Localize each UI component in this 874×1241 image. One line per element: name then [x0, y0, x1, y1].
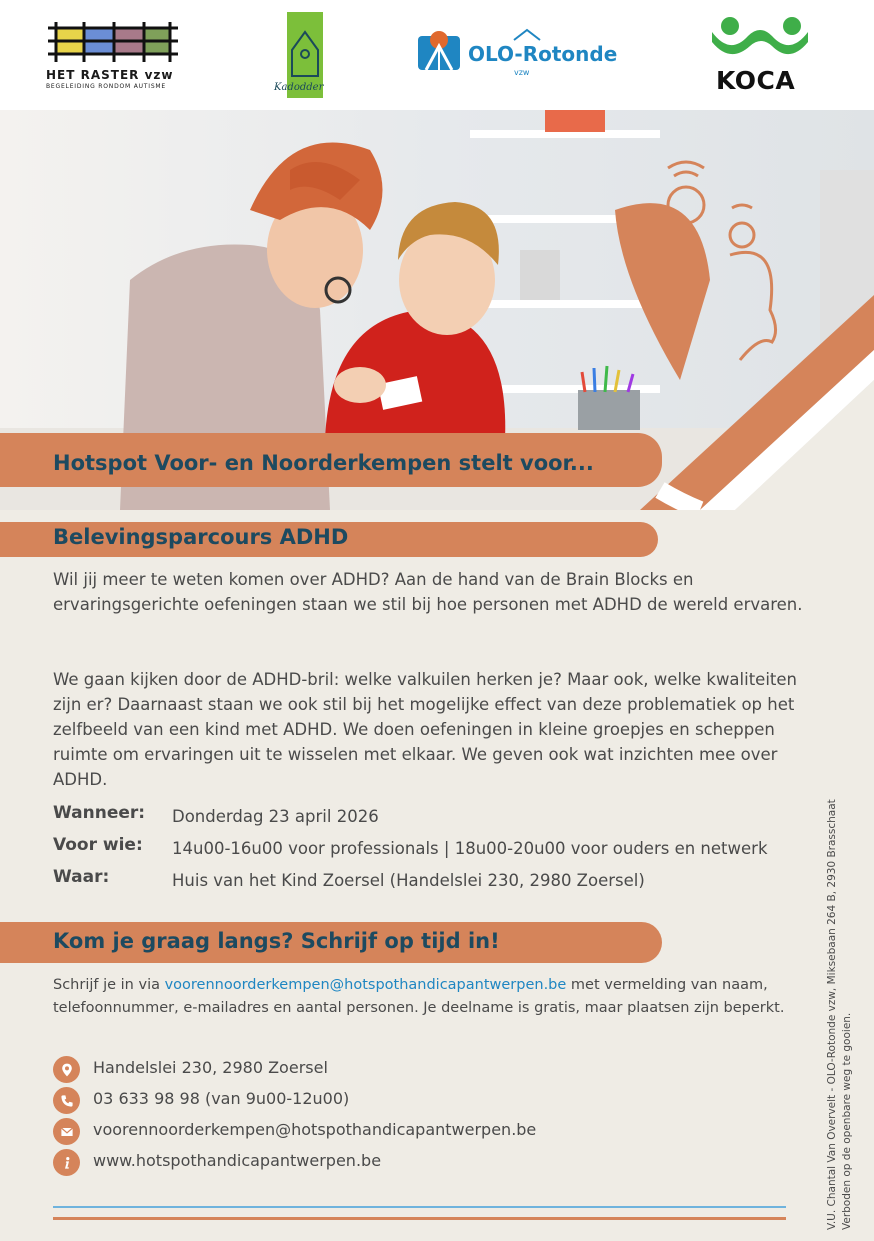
footer-divider-blue [53, 1206, 786, 1208]
description-paragraph-2: We gaan kijken door de ADHD-bril: welke valkuilen herken je? Maar ook, welke kwaliteiten zijn er? Daarnaast staan we ook stil bij het mogelijke effect van deze problematiek op het zelfbeeld van een kind met ADHD. We doen oefeningen in kleine groepjes en scheppen ruimte om ervaringen uit te wisselen met elkaar. We geven ook wat inzichten mee over ADHD. [53, 670, 797, 789]
location-pin-icon [53, 1056, 80, 1083]
koca-logo [708, 14, 813, 98]
olo-rotonde-logo [412, 22, 637, 86]
olo-name: OLO-Rotonde [468, 42, 618, 66]
signup-prefix: Schrijf je in via [53, 977, 165, 993]
raster-subtitle: BEGELEIDING RONDOM AUTISME [46, 83, 166, 90]
contact-website-text[interactable]: www.hotspothandicapantwerpen.be [93, 1151, 382, 1170]
logo-bar [0, 0, 874, 110]
olo-sub: vzw [514, 68, 530, 77]
olo-roof-icon [512, 28, 542, 42]
koca-name: KOCA [716, 66, 796, 95]
raster-grid-icon [48, 22, 178, 62]
colophon [825, 740, 865, 1230]
info-label: Wanneer: [53, 803, 146, 823]
contact-phone [53, 1087, 653, 1115]
footer-divider-orange [53, 1217, 786, 1220]
phone-icon [53, 1087, 80, 1114]
signup-email-link[interactable]: voorennoorderkempen@hotspothandicapantwerpen.be [164, 977, 567, 993]
signup-paragraph [53, 974, 793, 1020]
mail-icon [53, 1118, 80, 1145]
colophon-line-1: V.U. Chantal Van Overvelt - OLO-Rotonde vzw, Miksebaan 264 B, 2930 Brasschaat [826, 799, 838, 1230]
contact-email [53, 1118, 653, 1146]
section-title: Belevingsparcours ADHD [53, 525, 349, 549]
info-value: Donderdag 23 april 2026 [172, 807, 379, 826]
colophon-line-2: Verboden op de openbare weg te gooien. [841, 1012, 853, 1230]
contact-website [53, 1149, 653, 1177]
info-label: Waar: [53, 867, 110, 887]
cta-banner-text: Kom je graag langs? Schrijf op tijd in! [53, 929, 500, 953]
kadodder-house-icon [270, 10, 340, 100]
description-paragraph-1: Wil jij meer te weten komen over ADHD? Aan de hand van de Brain Blocks en ervaringsgerichte oefeningen staan we stil bij hoe personen met ADHD de wereld ervaren. [53, 570, 803, 614]
info-label: Voor wie: [53, 835, 143, 855]
olo-emblem-icon [414, 26, 464, 76]
info-icon [53, 1149, 80, 1176]
contact-email-text[interactable]: voorennoorderkempen@hotspothandicapantwerpen.be [93, 1120, 537, 1139]
kadodder-logo [270, 10, 340, 100]
intro-banner-text: Hotspot Voor- en Noorderkempen stelt voor... [53, 451, 594, 475]
signup-suffix: met vermelding van naam, telefoonnummer, e-mailadres en aantal personen. Je deelname is gratis, maar plaatsen zijn beperkt. [53, 977, 785, 1016]
koca-people-icon [708, 14, 813, 64]
contact-phone-text: 03 633 98 98 (van 9u00-12u00) [93, 1089, 350, 1108]
kadodder-name: Kadodder [274, 82, 324, 93]
het-raster-logo [28, 12, 203, 96]
info-value: Huis van het Kind Zoersel (Handelslei 230, 2980 Zoersel) [172, 871, 645, 890]
raster-title: HET RASTER vzw [46, 68, 174, 82]
info-value: 14u00-16u00 voor professionals | 18u00-20u00 voor ouders en netwerk [172, 839, 768, 858]
contact-address [53, 1056, 653, 1084]
contact-address-text: Handelslei 230, 2980 Zoersel [93, 1058, 328, 1077]
